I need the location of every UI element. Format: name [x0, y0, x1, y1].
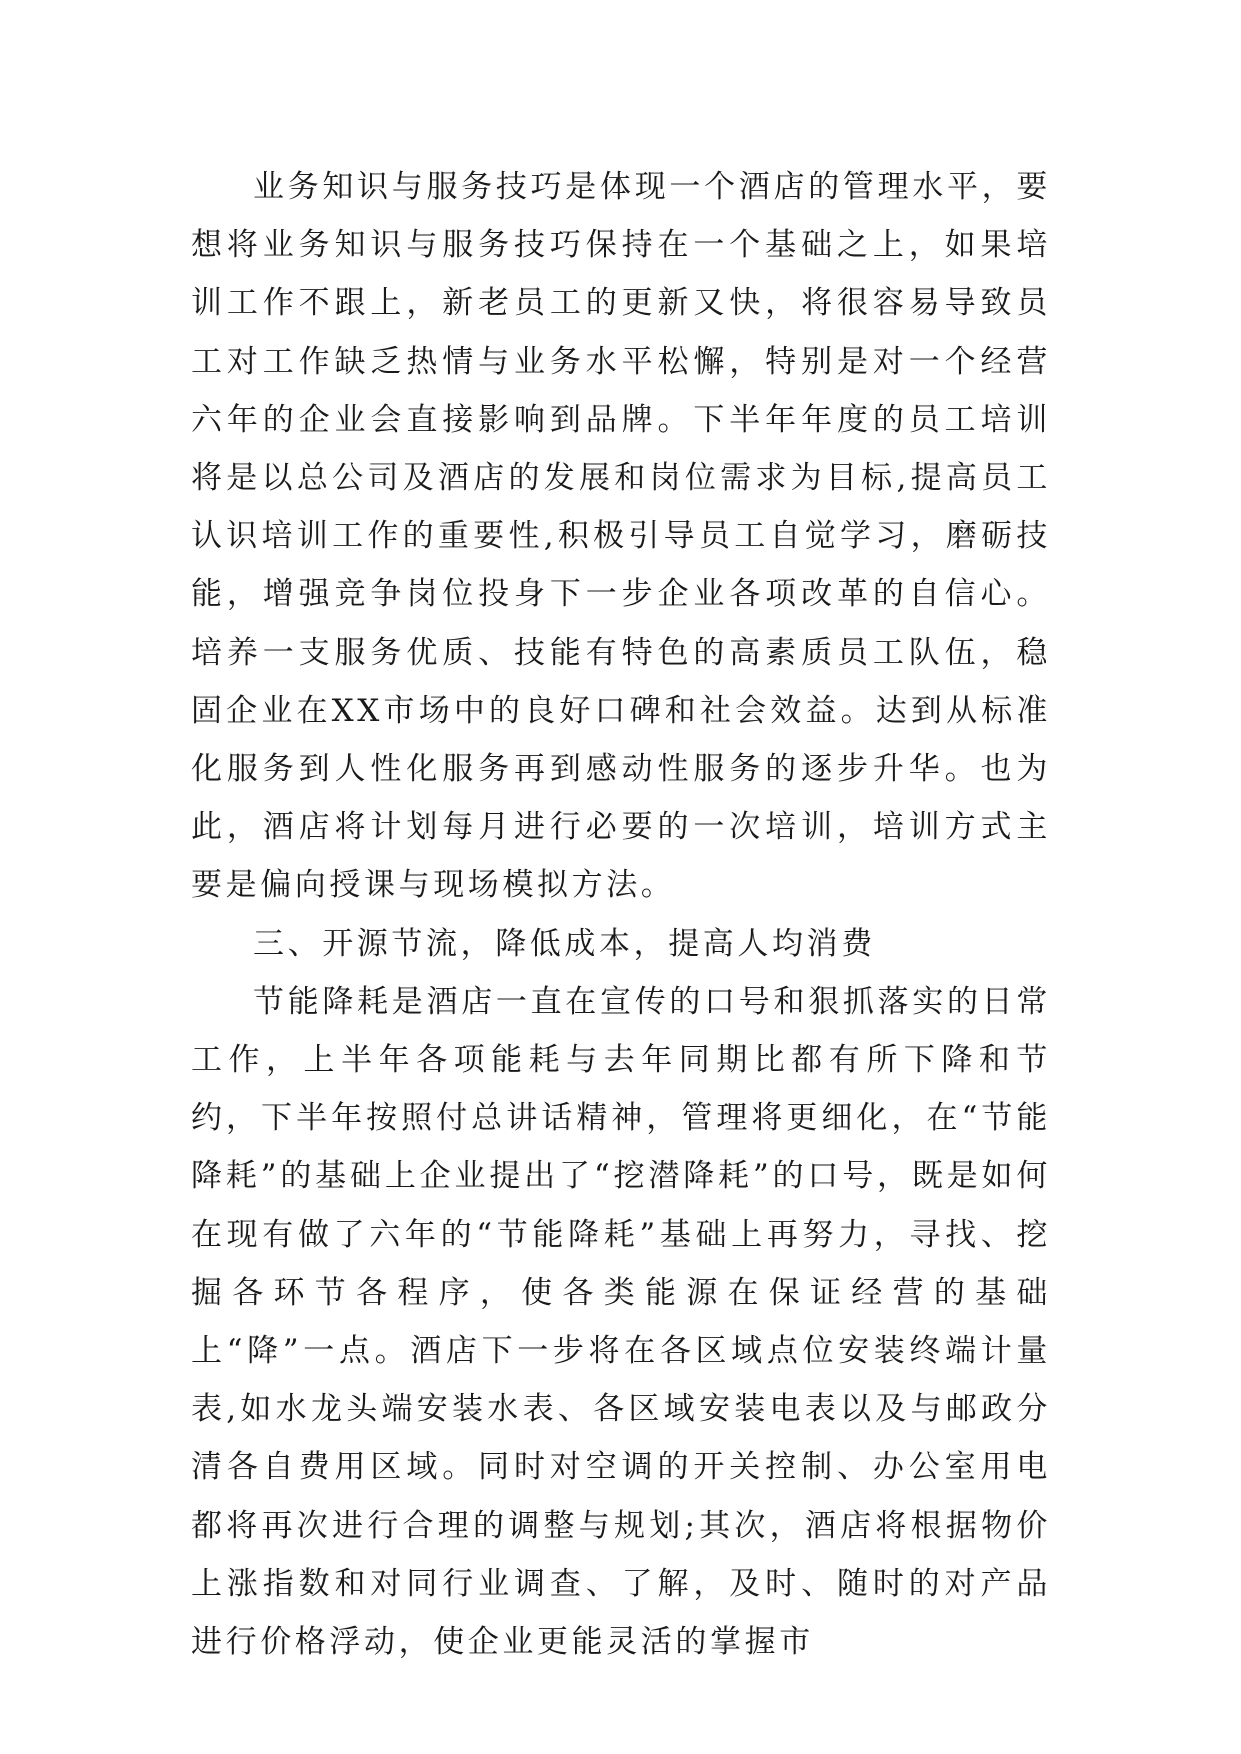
paragraph-training: 业务知识与服务技巧是体现一个酒店的管理水平，要想将业务知识与服务技巧保持在一个基础之上，如果培训工作不跟上，新老员工的更新又快，将很容易导致员工对工作缺乏热情与业务水平松懈，特别是对一个经营六年的企业会直接影响到品牌。下半年年度的员工培训将是以总公司及酒店的发展和岗位需求为目标,提高员工认识培训工作的重要性,积极引导员工自觉学习，磨砺技能，增强竞争岗位投身下一步企业各项改革的自信心。培养一支服务优质、技能有特色的高素质员工队伍，稳固企业在XX市场中的良好口碑和社会效益。达到从标准化服务到人性化服务再到感动性服务的逐步升华。也为此，酒店将计划每月进行必要的一次培训，培训方式主要是偏向授课与现场模拟方法。	[191, 169, 1051, 904]
paragraph-energy-saving: 节能降耗是酒店一直在宣传的口号和狠抓落实的日常工作，上半年各项能耗与去年同期比都有所下降和节约，下半年按照付总讲话精神，管理将更细化，在“节能降耗”的基础上企业提出了“挖潜降耗”的口号，既是如何在现有做了六年的“节能降耗”基础上再努力，寻找、挖掘各环节各程序，使各类能源在保证经营的基础上“降”一点。酒店下一步将在各区域点位安装终端计量表,如水龙头端安装水表、各区域安装电表以及与邮政分清各自费用区域。同时对空调的开关控制、办公室用电都将再次进行合理的调整与规划;其次，酒店将根据物价上涨指数和对同行业调查、了解，及时、随时的对产品进行价格浮动，使企业更能灵活的掌握市	[191, 983, 1051, 1661]
section-heading-cost-reduction: 三、开源节流，降低成本，提高人均消费	[253, 925, 876, 962]
document-body	[191, 158, 1051, 1671]
